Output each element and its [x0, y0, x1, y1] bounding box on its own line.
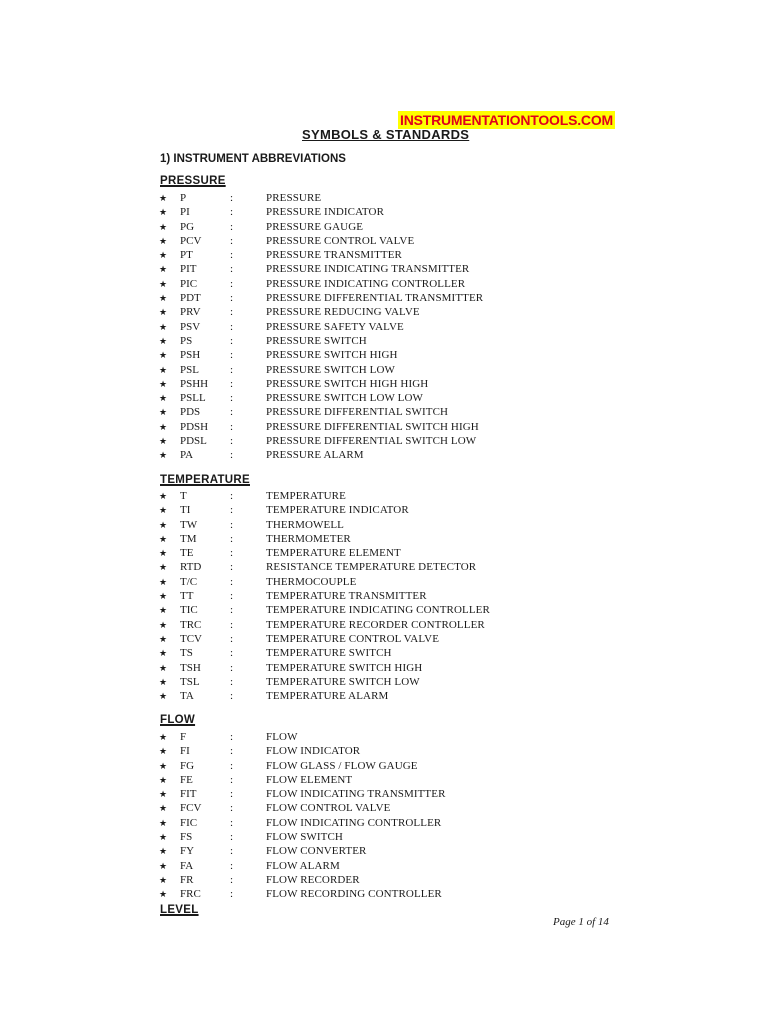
separator-colon: :	[230, 690, 234, 703]
separator-colon: :	[230, 647, 234, 660]
separator-colon: :	[230, 788, 234, 801]
star-bullet-icon: ★	[159, 832, 168, 843]
separator-colon: :	[230, 873, 234, 886]
separator-colon: :	[230, 831, 234, 844]
abbreviation-description: PRESSURE DIFFERENTIAL SWITCH HIGH	[266, 420, 479, 433]
abbreviation-code: PIC	[180, 277, 198, 290]
star-bullet-icon: ★	[159, 760, 168, 771]
abbreviation-code: FS	[180, 831, 193, 844]
star-bullet-icon: ★	[159, 519, 168, 530]
separator-colon: :	[230, 363, 234, 376]
star-bullet-icon: ★	[159, 450, 168, 461]
abbreviation-code: PI	[180, 206, 190, 219]
abbreviation-description: FLOW SWITCH	[266, 831, 343, 844]
abbreviation-description: TEMPERATURE SWITCH HIGH	[266, 661, 423, 674]
star-bullet-icon: ★	[159, 364, 168, 375]
separator-colon: :	[230, 888, 234, 901]
separator-colon: :	[230, 435, 234, 448]
abbreviation-code: T/C	[180, 575, 198, 588]
separator-colon: :	[230, 420, 234, 433]
abbreviation-description: FLOW RECORDING CONTROLLER	[266, 888, 442, 901]
abbreviation-code: FIC	[180, 816, 198, 829]
abbreviation-description: TEMPERATURE INDICATING CONTROLLER	[266, 604, 490, 617]
abbreviation-description: PRESSURE DIFFERENTIAL TRANSMITTER	[266, 292, 484, 305]
category-title-flow: FLOW	[160, 714, 196, 726]
star-bullet-icon: ★	[159, 321, 168, 332]
separator-colon: :	[230, 234, 234, 247]
abbreviation-description: PRESSURE INDICATING CONTROLLER	[266, 277, 466, 290]
abbreviation-code: FY	[180, 845, 195, 858]
section-heading: 1) INSTRUMENT ABBREVIATIONS	[160, 153, 346, 165]
abbreviation-description: PRESSURE SAFETY VALVE	[266, 320, 404, 333]
abbreviation-description: FLOW GLASS / FLOW GAUGE	[266, 759, 418, 772]
abbreviation-code: F	[180, 731, 187, 743]
separator-colon: :	[230, 759, 234, 772]
abbreviation-code: TCV	[180, 632, 202, 645]
abbreviation-code: PDSL	[180, 435, 207, 448]
star-bullet-icon: ★	[159, 803, 168, 814]
star-bullet-icon: ★	[159, 350, 168, 361]
star-bullet-icon: ★	[159, 378, 168, 389]
abbreviation-code: PCV	[180, 234, 202, 247]
abbreviation-code: FR	[180, 873, 194, 886]
category-title-level: LEVEL	[160, 904, 199, 916]
abbreviation-description: PRESSURE REDUCING VALVE	[266, 306, 420, 319]
abbreviation-code: FIT	[180, 788, 197, 801]
separator-colon: :	[230, 773, 234, 786]
separator-colon: :	[230, 802, 234, 815]
separator-colon: :	[230, 306, 234, 319]
category-title-pressure: PRESSURE	[160, 175, 226, 187]
abbreviation-description: PRESSURE TRANSMITTER	[266, 249, 402, 262]
abbreviation-code: FCV	[180, 802, 202, 815]
separator-colon: :	[230, 349, 234, 362]
abbreviation-description: TEMPERATURE TRANSMITTER	[266, 590, 427, 603]
separator-colon: :	[230, 745, 234, 758]
star-bullet-icon: ★	[159, 505, 168, 516]
abbreviation-code: PA	[180, 449, 194, 462]
separator-colon: :	[230, 561, 234, 574]
abbreviation-description: TEMPERATURE ALARM	[266, 690, 389, 703]
star-bullet-icon: ★	[159, 235, 168, 246]
separator-colon: :	[230, 575, 234, 588]
star-bullet-icon: ★	[159, 250, 168, 261]
separator-colon: :	[230, 334, 234, 347]
abbreviation-description: PRESSURE GAUGE	[266, 220, 364, 233]
separator-colon: :	[230, 192, 234, 204]
abbreviation-code: TT	[180, 590, 194, 603]
separator-colon: :	[230, 816, 234, 829]
separator-colon: :	[230, 731, 234, 743]
abbreviation-code: PDS	[180, 406, 201, 419]
star-bullet-icon: ★	[159, 817, 168, 828]
abbreviation-code: PIT	[180, 263, 197, 276]
abbreviation-code: PRV	[180, 306, 201, 319]
abbreviation-code: FA	[180, 859, 194, 872]
abbreviation-description: TEMPERATURE ELEMENT	[266, 547, 401, 560]
star-bullet-icon: ★	[159, 491, 168, 501]
star-bullet-icon: ★	[159, 335, 168, 346]
separator-colon: :	[230, 518, 234, 531]
separator-colon: :	[230, 604, 234, 617]
abbreviation-description: TEMPERATURE SWITCH LOW	[266, 675, 420, 688]
abbreviation-description: RESISTANCE TEMPERATURE DETECTOR	[266, 561, 477, 574]
abbreviation-description: TEMPERATURE CONTROL VALVE	[266, 632, 440, 645]
separator-colon: :	[230, 292, 234, 305]
abbreviation-code: PDSH	[180, 420, 209, 433]
separator-colon: :	[230, 392, 234, 405]
star-bullet-icon: ★	[159, 193, 168, 203]
separator-colon: :	[230, 504, 234, 517]
page-number: Page 1 of 14	[553, 916, 609, 928]
separator-colon: :	[230, 859, 234, 872]
separator-colon: :	[230, 406, 234, 419]
abbreviation-code: TS	[180, 647, 193, 660]
abbreviation-description: FLOW CONVERTER	[266, 845, 367, 858]
site-banner: INSTRUMENTATIONTOOLS.COM	[400, 112, 613, 128]
separator-colon: :	[230, 661, 234, 674]
abbreviation-code: TRC	[180, 618, 202, 631]
abbreviation-description: PRESSURE INDICATING TRANSMITTER	[266, 263, 470, 276]
abbreviation-description: FLOW ELEMENT	[266, 773, 353, 786]
star-bullet-icon: ★	[159, 889, 168, 900]
separator-colon: :	[230, 220, 234, 233]
abbreviation-code: TW	[180, 518, 198, 531]
star-bullet-icon: ★	[159, 576, 168, 587]
abbreviation-code: FRC	[180, 888, 201, 901]
star-bullet-icon: ★	[159, 633, 168, 644]
abbreviation-code: PSH	[180, 349, 201, 362]
abbreviation-description: THERMOWELL	[266, 518, 344, 531]
abbreviation-code: PSHH	[180, 377, 209, 390]
star-bullet-icon: ★	[159, 789, 168, 800]
abbreviation-description: TEMPERATURE	[266, 490, 346, 502]
star-bullet-icon: ★	[159, 548, 168, 559]
separator-colon: :	[230, 449, 234, 462]
star-bullet-icon: ★	[159, 533, 168, 544]
separator-colon: :	[230, 675, 234, 688]
abbreviation-description: PRESSURE ALARM	[266, 449, 364, 462]
abbreviation-code: FG	[180, 759, 195, 772]
abbreviation-code: TSL	[180, 675, 200, 688]
separator-colon: :	[230, 490, 234, 502]
abbreviation-code: FE	[180, 773, 193, 786]
star-bullet-icon: ★	[159, 407, 168, 418]
abbreviation-description: FLOW CONTROL VALVE	[266, 802, 391, 815]
abbreviation-code: TIC	[180, 604, 198, 617]
star-bullet-icon: ★	[159, 746, 168, 757]
abbreviation-description: FLOW INDICATOR	[266, 745, 361, 758]
abbreviation-description: THERMOCOUPLE	[266, 575, 357, 588]
abbreviation-description: FLOW ALARM	[266, 859, 340, 872]
star-bullet-icon: ★	[159, 691, 168, 702]
abbreviation-code: PSV	[180, 320, 201, 333]
abbreviation-description: PRESSURE DIFFERENTIAL SWITCH LOW	[266, 435, 477, 448]
abbreviation-code: PT	[180, 249, 193, 262]
abbreviation-description: PRESSURE DIFFERENTIAL SWITCH	[266, 406, 449, 419]
star-bullet-icon: ★	[159, 874, 168, 885]
abbreviation-code: TE	[180, 547, 194, 560]
star-bullet-icon: ★	[159, 605, 168, 616]
abbreviation-code: PS	[180, 334, 193, 347]
abbreviation-description: TEMPERATURE INDICATOR	[266, 504, 409, 517]
abbreviation-code: RTD	[180, 561, 202, 574]
abbreviation-code: P	[180, 192, 187, 204]
abbreviation-description: THERMOMETER	[266, 532, 351, 545]
abbreviation-description: PRESSURE SWITCH	[266, 334, 367, 347]
star-bullet-icon: ★	[159, 732, 168, 742]
abbreviation-description: PRESSURE INDICATOR	[266, 206, 385, 219]
abbreviation-code: PG	[180, 220, 195, 233]
separator-colon: :	[230, 206, 234, 219]
abbreviation-code: FI	[180, 745, 190, 758]
abbreviation-description: PRESSURE SWITCH LOW	[266, 363, 396, 376]
abbreviation-code: T	[180, 490, 187, 502]
abbreviation-description: PRESSURE SWITCH HIGH HIGH	[266, 377, 429, 390]
abbreviation-description: PRESSURE CONTROL VALVE	[266, 234, 415, 247]
star-bullet-icon: ★	[159, 846, 168, 857]
star-bullet-icon: ★	[159, 393, 168, 404]
star-bullet-icon: ★	[159, 264, 168, 275]
abbreviation-code: TI	[180, 504, 191, 517]
star-bullet-icon: ★	[159, 278, 168, 289]
abbreviation-code: TSH	[180, 661, 201, 674]
separator-colon: :	[230, 320, 234, 333]
separator-colon: :	[230, 249, 234, 262]
star-bullet-icon: ★	[159, 421, 168, 432]
abbreviation-description: FLOW	[266, 731, 298, 743]
document-title: SYMBOLS & STANDARDS	[302, 127, 470, 142]
category-title-temperature: TEMPERATURE	[160, 474, 250, 486]
abbreviation-code: TM	[180, 532, 197, 545]
separator-colon: :	[230, 263, 234, 276]
star-bullet-icon: ★	[159, 307, 168, 318]
star-bullet-icon: ★	[159, 207, 168, 218]
star-bullet-icon: ★	[159, 562, 168, 573]
star-bullet-icon: ★	[159, 648, 168, 659]
separator-colon: :	[230, 618, 234, 631]
separator-colon: :	[230, 632, 234, 645]
separator-colon: :	[230, 845, 234, 858]
star-bullet-icon: ★	[159, 293, 168, 304]
star-bullet-icon: ★	[159, 619, 168, 630]
star-bullet-icon: ★	[159, 662, 168, 673]
star-bullet-icon: ★	[159, 591, 168, 602]
abbreviation-code: PSL	[180, 363, 199, 376]
abbreviation-description: FLOW INDICATING TRANSMITTER	[266, 788, 446, 801]
star-bullet-icon: ★	[159, 860, 168, 871]
separator-colon: :	[230, 277, 234, 290]
abbreviation-description: PRESSURE SWITCH HIGH	[266, 349, 398, 362]
separator-colon: :	[230, 547, 234, 560]
abbreviation-code: TA	[180, 690, 194, 703]
star-bullet-icon: ★	[159, 676, 168, 687]
star-bullet-icon: ★	[159, 436, 168, 447]
separator-colon: :	[230, 532, 234, 545]
abbreviation-description: TEMPERATURE RECORDER CONTROLLER	[266, 618, 485, 631]
separator-colon: :	[230, 590, 234, 603]
separator-colon: :	[230, 377, 234, 390]
abbreviation-description: TEMPERATURE SWITCH	[266, 647, 392, 660]
abbreviation-code: PDT	[180, 292, 201, 305]
star-bullet-icon: ★	[159, 774, 168, 785]
abbreviation-code: PSLL	[180, 392, 206, 405]
abbreviation-description: PRESSURE SWITCH LOW LOW	[266, 392, 424, 405]
abbreviation-description: PRESSURE	[266, 192, 322, 204]
abbreviation-description: FLOW INDICATING CONTROLLER	[266, 816, 442, 829]
star-bullet-icon: ★	[159, 221, 168, 232]
abbreviation-description: FLOW RECORDER	[266, 873, 360, 886]
